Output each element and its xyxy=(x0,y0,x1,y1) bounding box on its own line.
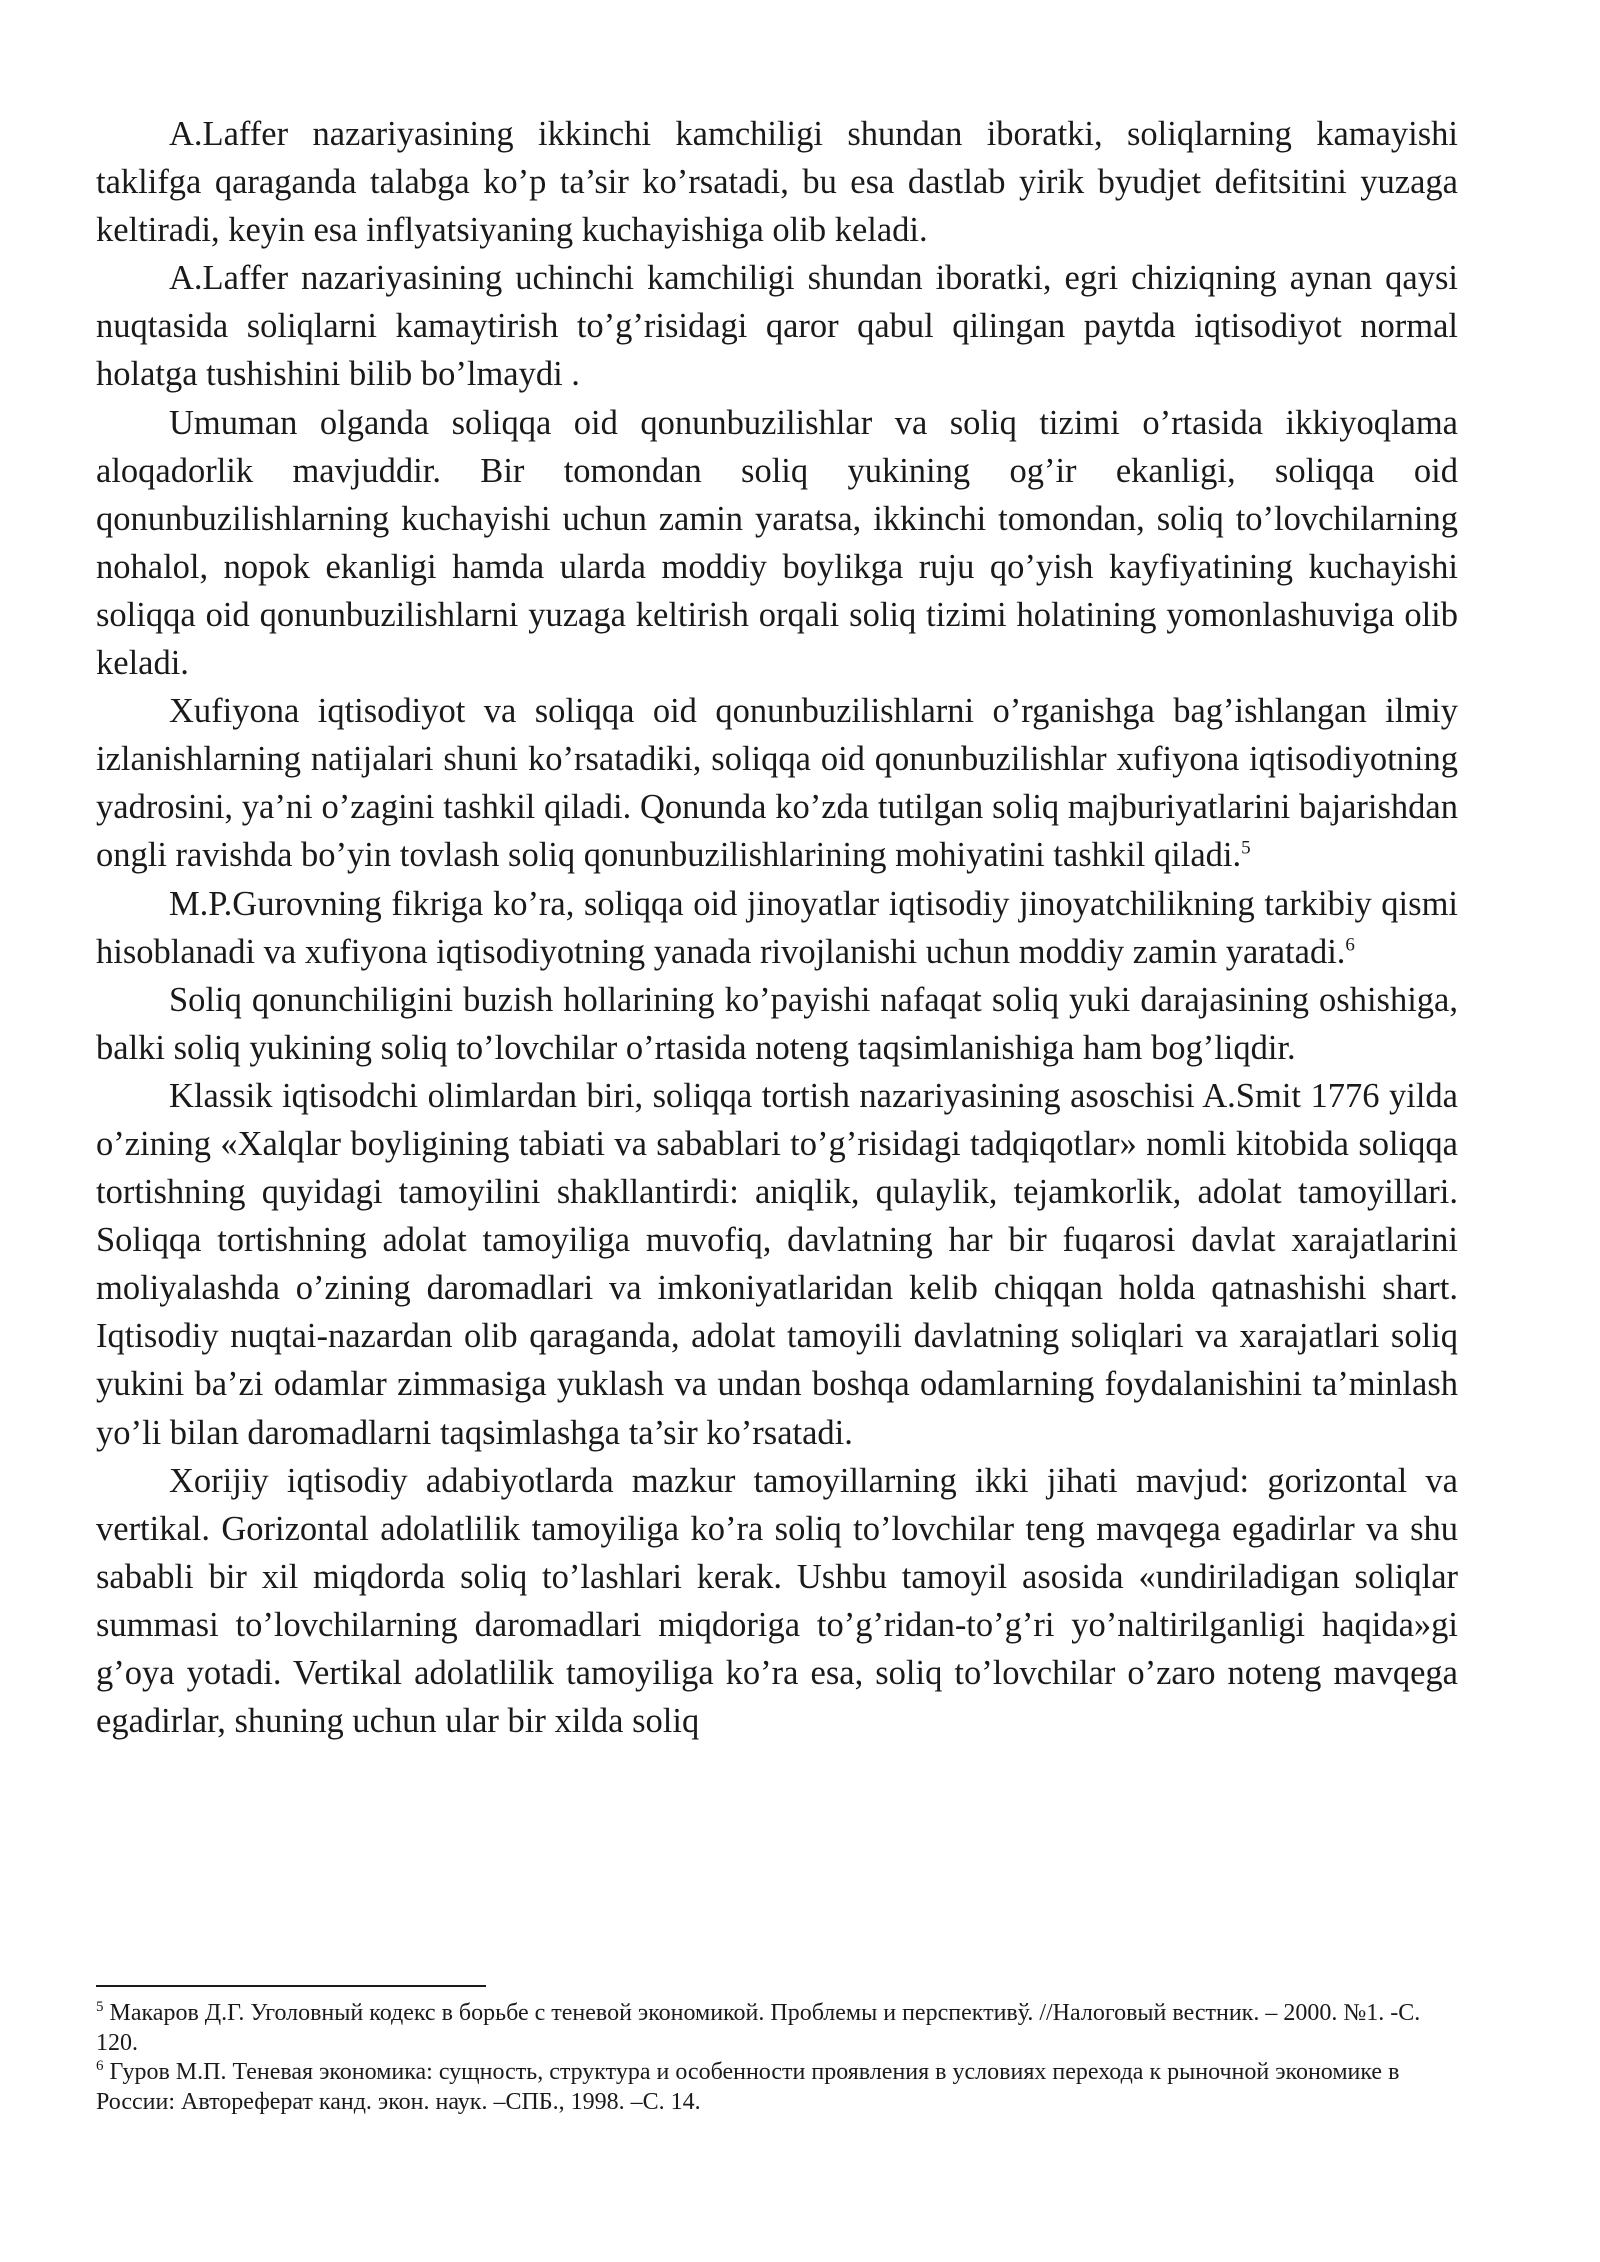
paragraph-7 xyxy=(96,1072,1458,1457)
footnote-reference-5[interactable]: 5 xyxy=(1241,837,1251,859)
footnote-text: Макаров Д.Г. Уголовный кодекс в борьбе с теневой экономикой. Проблемы и перспективў. //Налоговый вестник. – 2000. №1. -С. 120. xyxy=(96,2000,1421,2056)
paragraph-text: Umuman olganda soliqqa oid qonunbuzilishlar va soliq tizimi o’rtasida ikkiyoqlama aloqadorlik mavjuddir. Bir tomondan soliq yukining og’ir ekanligi, soliqqa oid qonunbuzilishlarning kuchayishi uchun zamin yaratsa, ikkinchi tomondan, soliq to’lovchilarning nohalol, nopok ekanligi hamda ularda moddiy boylikga ruju qo’yish kayfiyatining kuchayishi soliqqa oid qonunbuzilishlarni yuzaga keltirish orqali soliq tizimi holatining yomonlashuviga olib keladi. xyxy=(96,403,1458,683)
paragraph-text: Xufiyona iqtisodiyot va soliqqa oid qonunbuzilishlarni o’rganishga bag’ishlangan ilmiy izlanishlarning natijalari shuni ko’rsatadiki, soliqqa oid qonunbuzilishlar xufiyona iqtisodiyotning yadrosini, ya’ni o’zagini tashkil qiladi. Qonunda ko’zda tutilgan soliq majburiyatlarini bajarishdan ongli ravishda bo’yin tovlash soliq qonunbuzilishlarining mohiyatini tashkil qiladi. xyxy=(96,692,1458,875)
paragraph-3 xyxy=(96,399,1458,688)
paragraph-text: Xorijiy iqtisodiy adabiyotlarda mazkur tamoyillarning ikki jihati mavjud: gorizontal va vertikal. Gorizontal adolatlilik tamoyiliga ko’ra soliq to’lovchilar teng mavqega egadirlar va shu sababli bir xil miqdorda soliq to’lashlari kerak. Ushbu tamoyil asosida «undiriladigan soliqlar summasi to’lovchilarning daromadlari miqdoriga to’g’ridan-to’g’ri yo’naltirilganligi haqida»gi g’oya yotadi. Vertikal adolatlilik tamoyiliga ko’ra esa, soliq to’lovchilar o’zaro noteng mavqega egadirlar, shuning uchun ular bir xilda soliq xyxy=(96,1461,1458,1741)
footnote-reference-6[interactable]: 6 xyxy=(1345,934,1355,956)
document-page xyxy=(96,110,1458,1745)
paragraph-text: M.P.Gurovning fikriga ko’ra, soliqqa oid jinoyatlar iqtisodiy jinoyatchilikning tarkibiy qismi hisoblanadi va xufiyona iqtisodiyotning yanada rivojlanishi uchun moddiy zamin yaratadi. xyxy=(96,884,1458,971)
footnote-mark: 6 xyxy=(96,2058,104,2074)
paragraph-text: A.Laffer nazariyasining ikkinchi kamchiligi shundan iboratki, soliqlarning kamayishi taklifga qaraganda talabga ko’p ta’sir ko’rsatadi, bu esa dastlab yirik byudjet defitsitini yuzaga keltiradi, keyin esa inflyatsiyaning kuchayishiga olib keladi. xyxy=(96,115,1458,250)
paragraph-5 xyxy=(96,880,1458,976)
paragraph-2 xyxy=(96,254,1458,398)
body-text xyxy=(96,110,1458,1745)
footnote-mark: 5 xyxy=(96,1999,104,2015)
footnote-text: Гуров М.П. Теневая экономика: сущность, структура и особенности проявления в условиях перехода к рыночной экономике в России: Автореферат канд. экон. наук. –СПБ., 1998. –С. 14. xyxy=(96,2059,1400,2115)
footnote-6 xyxy=(96,2058,1458,2117)
footnotes-section xyxy=(96,1985,1458,2117)
paragraph-text: Klassik iqtisodchi olimlardan biri, soliqqa tortish nazariyasining asoschisi A.Smit 1776 yilda o’zining «Xalqlar boyligining tabiati va sabablari to’g’risidagi tadqiqotlar» nomli kitobida soliqqa tortishning quyidagi tamoyilini shakllantirdi: aniqlik, qulaylik, tejamkorlik, adolat tamoyillari. Soliqqa tortishning adolat tamoyiliga muvofiq, davlatning har bir fuqarosi davlat xarajatlarini moliyalashda o’zining daromadlari va imkoniyatlaridan kelib chiqqan holda qatnashishi shart. Iqtisodiy nuqtai-nazardan olib qaraganda, adolat tamoyili davlatning soliqlari va xarajatlari soliq yukini ba’zi odamlar zimmasiga yuklash va undan boshqa odamlarning foydalanishini ta’minlash yo’li bilan daromadlarni taqsimlashga ta’sir ko’rsatadi. xyxy=(96,1076,1458,1452)
paragraph-text: Soliq qonunchiligini buzish hollarining ko’payishi nafaqat soliq yuki darajasining oshishiga, balki soliq yukining soliq to’lovchilar o’rtasida noteng taqsimlanishiga ham bog’liqdir. xyxy=(96,980,1458,1067)
paragraph-6 xyxy=(96,976,1458,1072)
paragraph-8 xyxy=(96,1457,1458,1746)
paragraph-1 xyxy=(96,110,1458,254)
paragraph-text: A.Laffer nazariyasining uchinchi kamchiligi shundan iboratki, egri chiziqning aynan qaysi nuqtasida soliqlarni kamaytirish to’g’risidagi qaror qabul qilingan paytda iqtisodiyot normal holatga tushishini bilib bo’lmaydi . xyxy=(96,259,1458,394)
paragraph-4 xyxy=(96,687,1458,879)
footnote-5 xyxy=(96,1999,1458,2058)
footnote-separator xyxy=(96,1985,486,1987)
